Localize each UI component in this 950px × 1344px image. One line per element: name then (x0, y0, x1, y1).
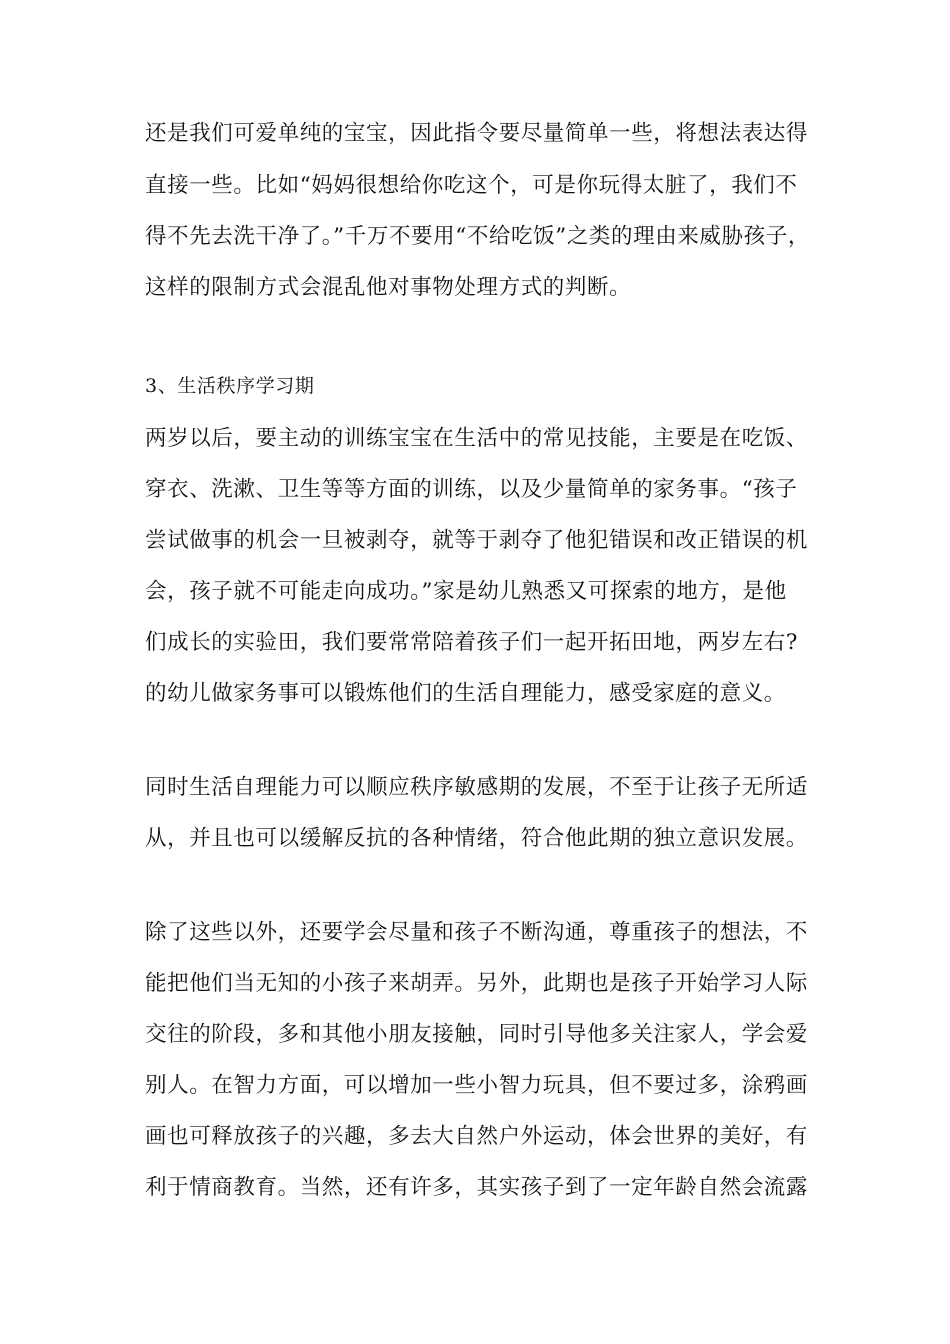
paragraph-2-line-3: 尝试做事的机会一旦被剥夺，就等于剥夺了他犯错误和改正错误的机 (145, 528, 809, 553)
paragraph-4-line-4: 别人。在智力方面，可以增加一些小智力玩具，但不要过多，涂鸦画 (145, 1073, 809, 1098)
paragraph-4-line-1: 除了这些以外，还要学会尽量和孩子不断沟通，尊重孩子的想法，不 (145, 920, 809, 945)
paragraph-3-line-1: 同时生活自理能力可以顺应秩序敏感期的发展，不至于让孩子无所适 (145, 775, 809, 800)
paragraph-1-line-2: 直接一些。比如“妈妈很想给你吃这个，可是你玩得太脏了，我们不 (145, 173, 798, 198)
paragraph-2-line-6: 的幼儿做家务事可以锻炼他们的生活自理能力，感受家庭的意义。 (145, 681, 786, 706)
paragraph-3-line-2: 从，并且也可以缓解反抗的各种情绪，符合他此期的独立意识发展。 (145, 826, 809, 851)
paragraph-1-line-4: 这样的限制方式会混乱他对事物处理方式的判断。 (145, 275, 632, 300)
paragraph-2-line-5: 们成长的实验田，我们要常常陪着孩子们一起开拓田地，两岁左右? (145, 630, 799, 655)
paragraph-4-line-2: 能把他们当无知的小孩子来胡弄。另外，此期也是孩子开始学习人际 (145, 971, 809, 996)
paragraph-1-line-3: 得不先去洗干净了。”千万不要用“不给吃饭”之类的理由来威胁孩子， (145, 224, 810, 249)
paragraph-1-line-1: 还是我们可爱单纯的宝宝，因此指令要尽量简单一些，将想法表达得 (145, 121, 809, 146)
paragraph-2-line-4: 会，孩子就不可能走向成功。”家是幼儿熟悉又可探索的地方，是他 (145, 579, 787, 604)
section-heading: 3、生活秩序学习期 (145, 375, 315, 397)
paragraph-4-line-3: 交往的阶段，多和其他小朋友接触，同时引导他多关注家人，学会爱 (145, 1022, 809, 1047)
paragraph-4-line-6: 利于情商教育。当然，还有许多，其实孩子到了一定年龄自然会流露 (145, 1175, 809, 1200)
paragraph-2-line-2: 穿衣、洗漱、卫生等等方面的训练，以及少量简单的家务事。“孩子 (145, 477, 798, 502)
paragraph-4-line-5: 画也可释放孩子的兴趣，多去大自然户外运动，体会世界的美好，有 (145, 1124, 809, 1149)
paragraph-2-line-1: 两岁以后，要主动的训练宝宝在生活中的常见技能，主要是在吃饭、 (145, 426, 809, 451)
